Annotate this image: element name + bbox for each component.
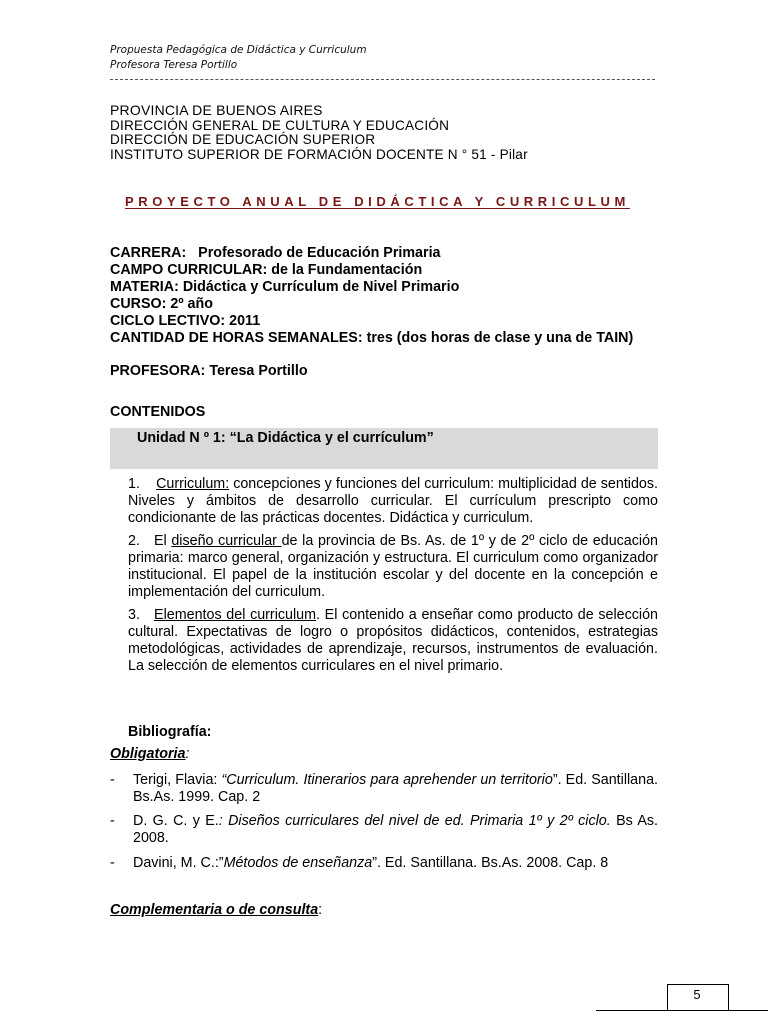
list-bullet: - <box>110 772 115 788</box>
item-number: 2. <box>128 533 140 549</box>
direction-superior: DIRECCIÓN DE EDUCACIÓN SUPERIOR <box>110 132 376 147</box>
reference-2 <box>110 813 658 847</box>
info-carrera <box>110 245 658 262</box>
complementaria-suffix: : <box>318 902 323 918</box>
reference-title: : Diseños curriculares del nivel de ed. Primaria 1º y 2º ciclo. <box>218 813 611 829</box>
curso-value: 2º año <box>170 296 213 312</box>
item-term: Elementos del curriculum <box>154 607 317 623</box>
province: PROVINCIA DE BUENOS AIRES <box>110 102 323 118</box>
curso-label: CURSO: <box>110 296 167 312</box>
list-bullet: - <box>110 855 115 871</box>
reference-details: Bs As. 2008. <box>133 813 658 846</box>
materia-label: MATERIA: <box>110 279 179 295</box>
unit-title: Unidad N º 1: “La Didáctica y el currículum” <box>137 430 434 446</box>
obligatoria-label: Obligatoria <box>110 746 186 762</box>
institute: INSTITUTO SUPERIOR DE FORMACIÓN DOCENTE N ° 51 - Pilar <box>110 147 528 162</box>
item-term: diseño curricular <box>171 533 282 549</box>
info-campo <box>110 262 658 279</box>
content-item-2 <box>128 533 658 601</box>
carrera-label: CARRERA: <box>110 245 187 261</box>
reference-text <box>133 772 658 806</box>
header-divider <box>110 79 655 80</box>
ciclo-label: CICLO LECTIVO: <box>110 313 226 329</box>
header-title: Propuesta Pedagógica de Didáctica y Curriculum <box>110 44 367 56</box>
info-profesora <box>110 363 658 380</box>
reference-text <box>133 813 658 847</box>
materia-value: Didáctica y Currículum de Nivel Primario <box>182 279 460 295</box>
complementaria-label: Complementaria o de consulta <box>110 902 319 918</box>
reference-3 <box>110 855 658 872</box>
footer-divider <box>596 1010 768 1011</box>
item-text: concepciones y funciones del curriculum: multiplicidad de sentidos. Niveles y ámbitos de desarrollo curricular. El currículum prescripto como condicionante de las prácticas docentes. Didáctica y curriculum. <box>128 476 658 526</box>
info-curso <box>110 296 658 313</box>
profesora-value: Teresa Portillo <box>209 363 308 379</box>
document-title: PROYECTO ANUAL DE DIDÁCTICA Y CURRICULUM <box>125 194 630 209</box>
item-term: Curriculum: <box>156 476 230 492</box>
reference-title: Métodos de enseñanza <box>223 855 373 871</box>
reference-author: Davini, M. C.:” <box>133 855 224 871</box>
header-author: Profesora Teresa Portillo <box>110 59 238 71</box>
list-bullet: - <box>110 813 115 829</box>
campo-value: de la Fundamentación <box>271 262 423 278</box>
obligatoria-heading <box>110 746 189 762</box>
horas-label: CANTIDAD DE HORAS SEMANALES: <box>110 330 363 346</box>
item-text: . El contenido a enseñar como producto de selección cultural. Expectativas de logro o propósitos didácticos, contenidos, estrategias metodológicas, actividades de aprendizaje, recursos, instrumentos de evaluación. La selección de elementos curriculares en el nivel primario. <box>128 607 659 674</box>
item-pre: El <box>153 533 172 549</box>
info-horas <box>110 330 658 347</box>
page-number: 5 <box>693 987 701 1002</box>
horas-value: tres (dos horas de clase y una de TAIN) <box>366 330 634 346</box>
item-number: 3. <box>128 607 140 623</box>
item-number: 1. <box>128 476 140 492</box>
reference-details: ”. Ed. Santillana. Bs.As. 1999. Cap. 2 <box>133 772 659 805</box>
bibliography-heading: Bibliografía: <box>128 724 212 740</box>
info-ciclo <box>110 313 658 330</box>
contents-heading: CONTENIDOS <box>110 404 206 420</box>
direction-general: DIRECCIÓN GENERAL DE CULTURA Y EDUCACIÓN <box>110 118 450 133</box>
carrera-value: Profesorado de Educación Primaria <box>198 245 441 261</box>
content-item-3 <box>128 607 658 675</box>
info-materia <box>110 279 658 296</box>
campo-label: CAMPO CURRICULAR: <box>110 262 268 278</box>
reference-details: ”. Ed. Santillana. Bs.As. 2008. Cap. 8 <box>372 855 609 871</box>
item-text: de la provincia de Bs. As. de 1º y de 2º ciclo de educación primaria: marco general, organización y estructura. El curriculum como organizador institucional. El papel de la institución escolar y del docente en la concepción e implementación del curriculum. <box>128 533 658 600</box>
content-item-1 <box>128 476 658 527</box>
reference-author: D. G. C. y E. <box>133 813 219 829</box>
obligatoria-suffix: : <box>185 746 190 762</box>
reference-text <box>133 855 658 872</box>
profesora-label: PROFESORA: <box>110 363 206 379</box>
reference-1 <box>110 772 658 806</box>
reference-title: “Curriculum. Itinerarios para aprehender un territorio <box>221 772 553 788</box>
reference-author: Terigi, Flavia: <box>133 772 222 788</box>
ciclo-value: 2011 <box>229 313 261 329</box>
complementaria-heading <box>110 902 322 918</box>
